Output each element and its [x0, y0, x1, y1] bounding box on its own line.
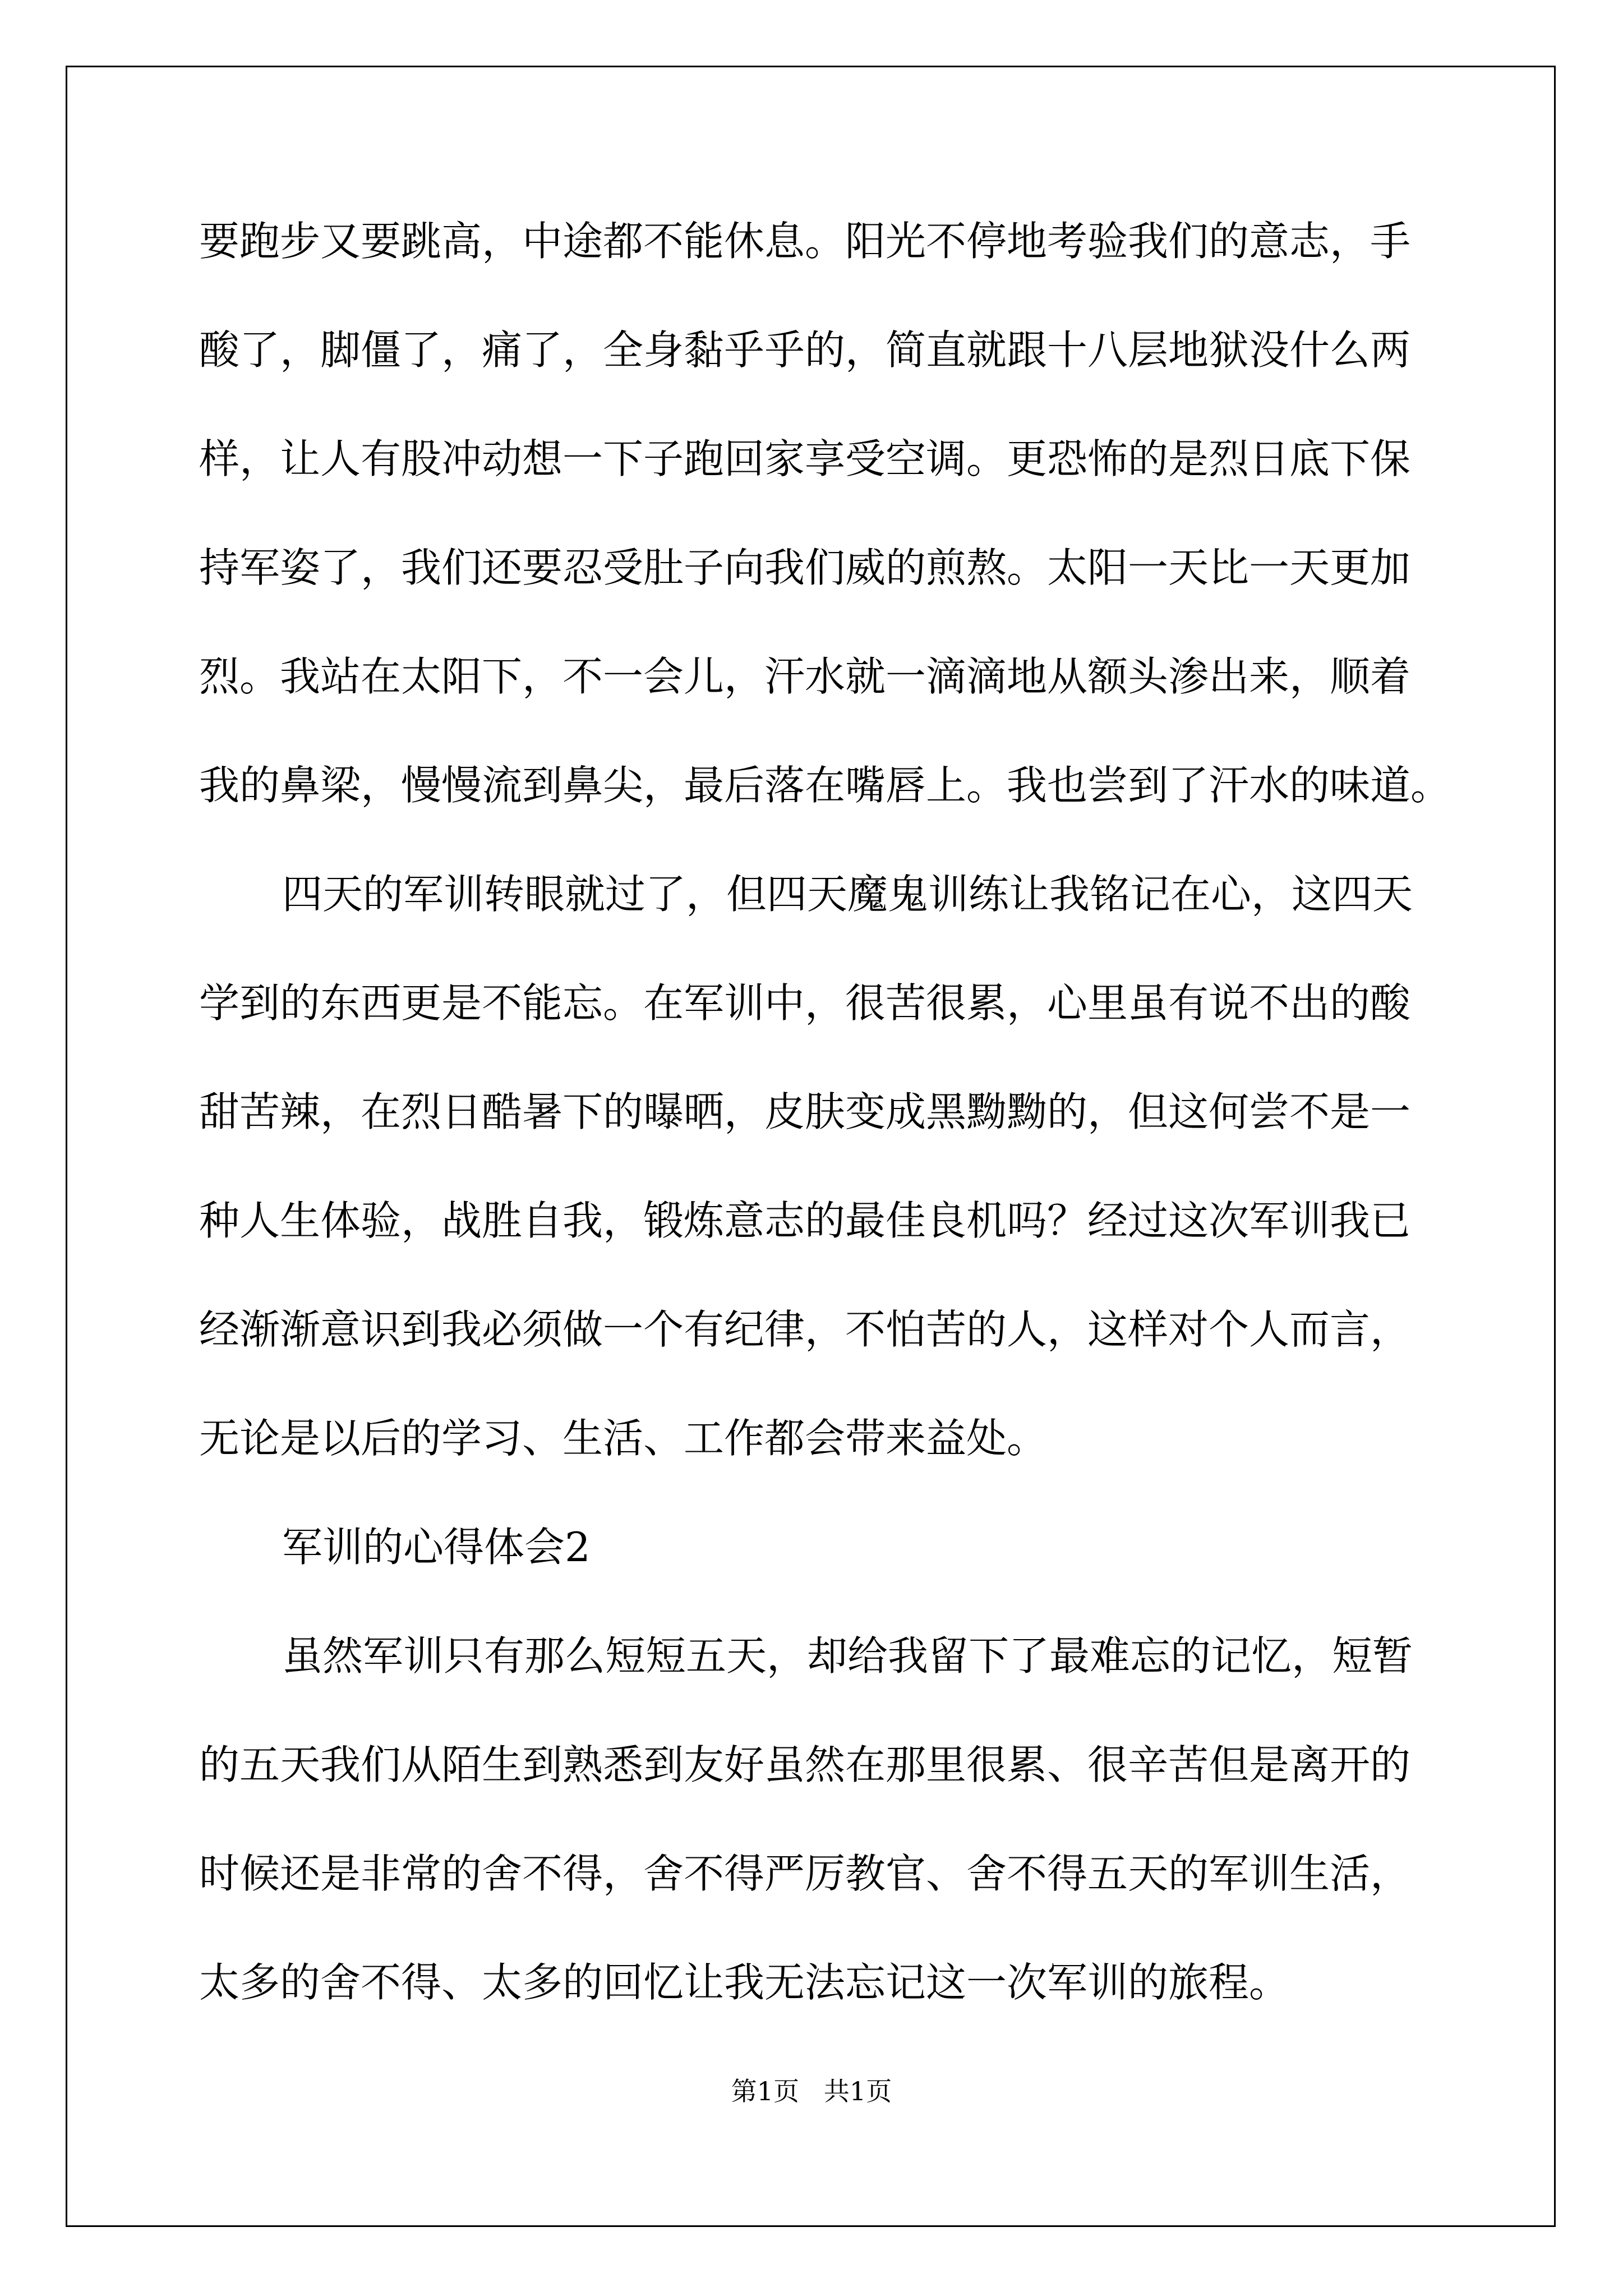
paragraph-line: 要跑步又要跳高，中途都不能休息。阳光不停地考验我们的意志，手	[199, 218, 1411, 265]
paragraph-line: 学到的东西更是不能忘。在军训中，很苦很累，心里虽有说不出的酸	[199, 979, 1411, 1027]
paragraph-line: 样，让人有股冲动想一下子跑回家享受空调。更恐怖的是烈日底下保	[199, 435, 1411, 482]
paragraph-line: 四天的军训转眼就过了，但四天魔鬼训练让我铭记在心，这四天	[282, 871, 1413, 918]
paragraph-line: 的五天我们从陌生到熟悉到友好虽然在那里很累、很辛苦但是离开的	[199, 1741, 1411, 1788]
section-heading: 军训的心得体会2	[282, 1524, 591, 1571]
paragraph-line: 虽然军训只有那么短短五天，却给我留下了最难忘的记忆，短暂	[282, 1632, 1413, 1680]
paragraph-line: 无论是以后的学习、生活、工作都会带来益处。	[199, 1415, 1048, 1462]
paragraph-line: 持军姿了，我们还要忍受肚子向我们威的煎熬。太阳一天比一天更加	[199, 544, 1411, 591]
page-number-footer: 第1页 共1页	[731, 2076, 892, 2106]
paragraph-line: 时候还是非常的舍不得，舍不得严厉教官、舍不得五天的军训生活，	[199, 1850, 1411, 1897]
paragraph-line: 种人生体验，战胜自我，锻炼意志的最佳良机吗？经过这次军训我已	[199, 1197, 1411, 1244]
page-border	[66, 66, 1556, 2227]
paragraph-line: 太多的舍不得、太多的回忆让我无法忘记这一次军训的旅程。	[199, 1959, 1290, 2006]
paragraph-line: 烈。我站在太阳下，不一会儿，汗水就一滴滴地从额头渗出来，顺着	[199, 653, 1411, 700]
paragraph-line: 甜苦辣，在烈日酷暑下的曝晒，皮肤变成黑黝黝的，但这何尝不是一	[199, 1088, 1411, 1135]
paragraph-line: 经渐渐意识到我必须做一个有纪律，不怕苦的人，这样对个人而言，	[199, 1306, 1411, 1353]
paragraph-line: 我的鼻梁，慢慢流到鼻尖，最后落在嘴唇上。我也尝到了汗水的味道。	[199, 762, 1451, 809]
paragraph-line: 酸了，脚僵了，痛了，全身黏乎乎的，简直就跟十八层地狱没什么两	[199, 326, 1411, 374]
